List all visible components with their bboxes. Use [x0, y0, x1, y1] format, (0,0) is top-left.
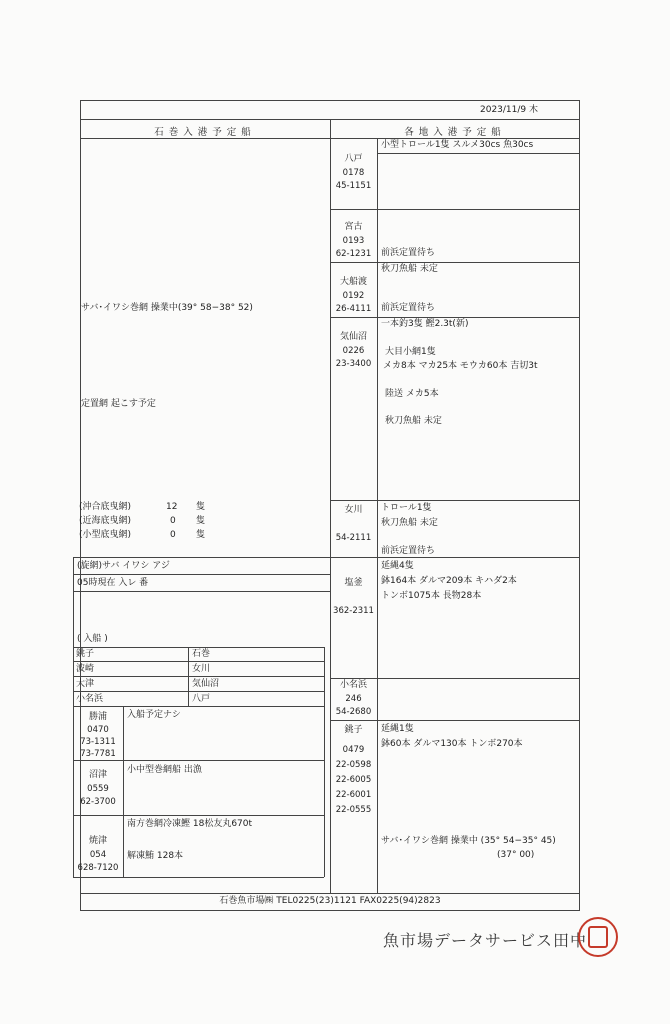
grid-line: [188, 647, 189, 706]
nyusen-port: 八戸: [192, 694, 211, 704]
nyusen-port: 気仙沼: [192, 679, 220, 689]
port-info: サバ･イワシ巻網 操業中 (35° 54−35° 45): [381, 836, 556, 846]
port-info: 解凍鮪 128本: [127, 851, 184, 861]
divider: [377, 153, 580, 154]
grid-line: [377, 138, 378, 893]
port-info: 大目小網1隻: [385, 347, 436, 357]
nyusen-port: 大津: [76, 679, 95, 689]
port-tel: 0192: [342, 291, 365, 301]
port-info: 延縄1隻: [381, 724, 414, 734]
port-tel: 45-1151: [335, 181, 372, 191]
divider: [80, 893, 580, 894]
port-tel: 54-2111: [335, 533, 372, 543]
date: 2023/11/9 木: [480, 105, 539, 115]
port-name: 銚子: [344, 725, 363, 735]
divider: [330, 500, 580, 501]
port-name: 気仙沼: [339, 332, 367, 342]
teichi-status: 定置網 起こす予定: [81, 399, 156, 409]
port-info: メカ8本 マカ25本 モウカ60本 吉切3t: [383, 361, 538, 371]
grid-line: [324, 647, 325, 706]
divider: [330, 209, 580, 210]
divider: [73, 815, 324, 816]
port-name: 小名浜: [339, 680, 367, 690]
port-name: 沼津: [88, 770, 107, 780]
port-tel: 73-1311: [80, 737, 116, 747]
port-tel: 54-2680: [335, 707, 372, 717]
divider: [330, 720, 580, 721]
port-tel: 22-0598: [335, 760, 372, 770]
port-info: 小中型巻網船 出漁: [127, 765, 202, 775]
port-info: 南方巻網冷凍鰹 18松友丸670t: [127, 819, 253, 829]
port-info: 小型トロール1隻 スルメ30cs 魚30cs: [381, 140, 534, 150]
divider: [330, 557, 580, 558]
nyusen-port: 波崎: [76, 664, 95, 674]
signature: 魚市場データサービス田中: [383, 931, 588, 950]
port-tel: 23-3400: [335, 359, 372, 369]
port-name: 女川: [344, 505, 363, 515]
port-tel: 628-7120: [77, 863, 119, 873]
sokobiki-unit: 隻: [196, 530, 206, 540]
grid-line: [324, 706, 325, 877]
port-tel: 26-4111: [335, 304, 372, 314]
divider: [330, 678, 580, 679]
port-info: トロール1隻: [381, 503, 432, 513]
port-info: 前浜定置待ち: [381, 546, 436, 556]
port-name: 大船渡: [339, 277, 367, 287]
nyusen-port: 小名浜: [76, 694, 104, 704]
port-info: 一本釣3隻 鰹2.3t(新): [381, 319, 469, 329]
saba-iwashi-status: サバ･イワシ巻網 操業中(39° 58−38° 52): [81, 303, 253, 313]
port-info: 鉢164本 ダルマ209本 キハダ2本: [381, 576, 517, 586]
port-info: 前浜定置待ち: [381, 248, 436, 258]
port-tel: 73-7781: [80, 749, 116, 759]
port-tel: 0470: [87, 725, 109, 735]
sokobiki-label: (小型底曳網): [79, 530, 132, 540]
divider: [73, 760, 324, 761]
divider: [73, 557, 330, 558]
port-tel: 0193: [342, 236, 365, 246]
port-info: 前浜定置待ち: [381, 303, 436, 313]
divider: [73, 591, 330, 592]
divider: [330, 317, 580, 318]
port-tel: 22-6001: [335, 790, 372, 800]
nyusen-port: 石巻: [192, 649, 211, 659]
divider: [330, 262, 580, 263]
port-tel: 22-0555: [335, 805, 372, 815]
nyusen-port: 女川: [192, 664, 211, 674]
sokobiki-unit: 隻: [196, 516, 206, 526]
divider: [73, 706, 324, 707]
divider: [73, 676, 324, 677]
port-name: 八戸: [344, 154, 363, 164]
grid-line: [123, 706, 124, 877]
port-tel: 246: [345, 694, 362, 704]
port-info: トンボ1075本 長物28本: [381, 591, 482, 601]
nyusen-label: ( 入船 ): [77, 634, 108, 644]
port-info: 秋刀魚船 未定: [381, 264, 438, 274]
port-info: 秋刀魚船 未定: [385, 416, 442, 426]
nyusen-port: 銚子: [76, 649, 95, 659]
sokobiki-label: (沖合底曳網): [79, 502, 132, 512]
port-info: 入船予定ナシ: [127, 710, 181, 720]
port-name: 塩釜: [344, 578, 363, 588]
divider: [73, 661, 324, 662]
port-tel: 0559: [87, 784, 109, 794]
sokobiki-count: 0: [170, 516, 176, 526]
makiami-title: (旋網)サバ イワシ アジ: [77, 561, 170, 571]
port-info: 陸送 メカ5本: [385, 389, 439, 399]
port-tel: 0178: [342, 168, 365, 178]
left-border-ext: [73, 557, 74, 647]
footer-contact: 石巻魚市場㈱ TEL0225(23)1121 FAX0225(94)2823: [219, 896, 441, 906]
grid-line: [73, 647, 74, 706]
right-header: 各地入港予定船: [404, 127, 506, 138]
port-tel: 054: [89, 850, 107, 860]
makiami-status: 05時現在 入レ 番: [77, 578, 149, 588]
port-tel: 362-2311: [333, 606, 374, 616]
port-info: 秋刀魚船 未定: [381, 518, 438, 528]
port-info: 延縄4隻: [381, 561, 414, 571]
sokobiki-label: (近海底曳網): [79, 516, 132, 526]
port-name: 宮古: [344, 222, 363, 232]
sokobiki-count: 0: [170, 530, 176, 540]
left-header: 石巻入港予定船: [154, 127, 256, 138]
divider: [73, 877, 324, 878]
seal-mark: [588, 926, 608, 948]
port-tel: 0226: [342, 346, 365, 356]
port-tel: 22-6005: [335, 775, 372, 785]
port-name: 勝浦: [88, 712, 107, 722]
sokobiki-count: 12: [166, 502, 178, 512]
divider: [73, 691, 324, 692]
divider: [73, 574, 330, 575]
port-tel: 62-1231: [335, 249, 372, 259]
seal-stamp: [578, 917, 618, 957]
port-info: 鉢60本 ダルマ130本 トンボ270本: [381, 739, 523, 749]
divider: [73, 647, 324, 648]
port-info: (37° 00): [497, 850, 535, 860]
sokobiki-unit: 隻: [196, 502, 206, 512]
port-tel: 0479: [342, 745, 365, 755]
port-tel: 62-3700: [80, 797, 116, 807]
port-name: 焼津: [88, 836, 107, 846]
